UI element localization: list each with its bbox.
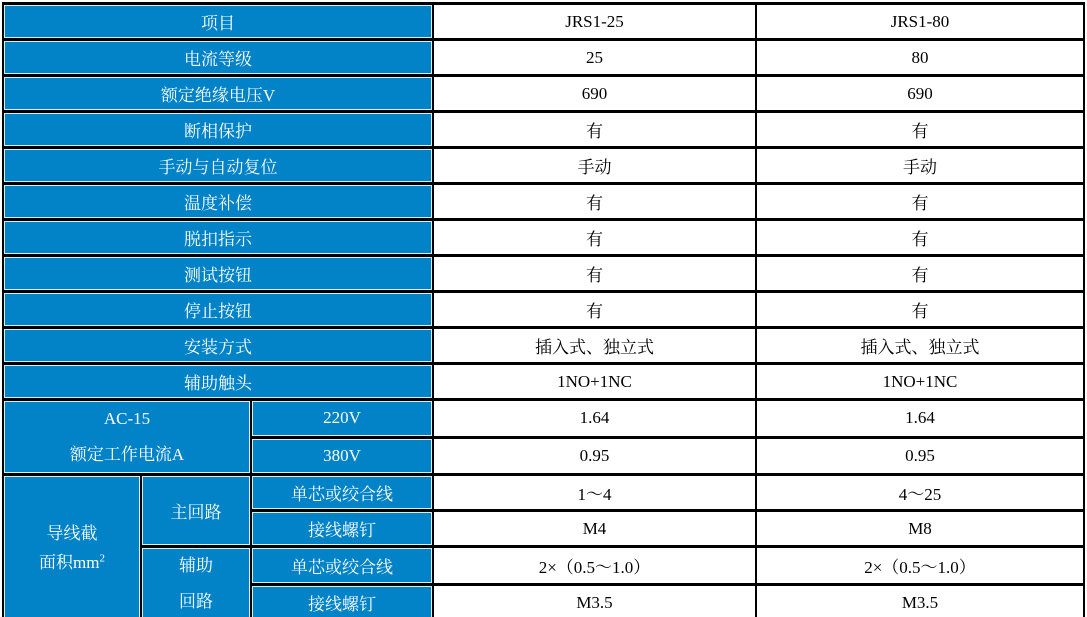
row-value: 有 [756, 292, 1084, 328]
table-row-insulation-voltage [3, 76, 1084, 112]
row-value: 插入式、独立式 [756, 328, 1084, 364]
table-row-phase-failure-protection [3, 112, 1084, 148]
table-row-header [3, 4, 1084, 40]
row-label: 脱扣指示 [3, 220, 433, 256]
row-value: M8 [756, 511, 1084, 547]
ac15-label-line1: AC-15 [103, 409, 151, 428]
row-value: 手动 [756, 148, 1084, 184]
wire-group-header [3, 475, 141, 617]
row-value: M3.5 [756, 584, 1084, 617]
row-value: 有 [756, 184, 1084, 220]
row-value: 有 [433, 220, 756, 256]
row-value: 0.95 [756, 437, 1084, 475]
table-row-reset-mode [3, 148, 1084, 184]
table-row-stop-button [3, 292, 1084, 328]
table-row-main-wire [3, 475, 1084, 511]
ac15-label-line2: 额定工作电流A [69, 445, 185, 464]
col-header-model-2: JRS1-80 [756, 4, 1084, 40]
spec-table [2, 2, 1085, 617]
wire-label-line1: 导线截 [46, 524, 98, 543]
row-value: 有 [433, 112, 756, 148]
row-label: 电流等级 [3, 40, 433, 76]
aux-label-line2: 回路 [179, 592, 213, 611]
row-value: 有 [756, 220, 1084, 256]
table-row-aux-wire [3, 547, 1084, 585]
table-row-ac15-220v [3, 400, 1084, 438]
row-value: 690 [433, 76, 756, 112]
table-row-mounting-type [3, 328, 1084, 364]
row-value: 有 [433, 256, 756, 292]
sub-row-label: 接线螺钉 [251, 584, 433, 617]
row-label: 温度补偿 [3, 184, 433, 220]
col-header-item: 项目 [3, 4, 433, 40]
sub-row-label: 380V [251, 437, 433, 475]
row-value: 1.64 [756, 400, 1084, 438]
row-label: 测试按钮 [3, 256, 433, 292]
row-label: 额定绝缘电压V [3, 76, 433, 112]
row-value: 25 [433, 40, 756, 76]
row-value: 手动 [433, 148, 756, 184]
row-label: 手动与自动复位 [3, 148, 433, 184]
row-value: 1～4 [433, 475, 756, 511]
col-header-model-1: JRS1-25 [433, 4, 756, 40]
row-value: 80 [756, 40, 1084, 76]
sub-row-label: 单芯或绞合线 [251, 475, 433, 511]
row-value: 1NO+1NC [433, 364, 756, 400]
row-value: 0.95 [433, 437, 756, 475]
sub-row-label: 220V [251, 400, 433, 438]
main-circuit-header: 主回路 [141, 475, 251, 547]
row-value: 有 [433, 292, 756, 328]
row-label: 停止按钮 [3, 292, 433, 328]
sub-row-label: 接线螺钉 [251, 511, 433, 547]
row-value: 690 [756, 76, 1084, 112]
row-value: 1NO+1NC [756, 364, 1084, 400]
superscript-2: 2 [99, 552, 105, 565]
wire-label-line2: 面积$mm^2$ [39, 552, 105, 572]
table-row-temperature-compensation [3, 184, 1084, 220]
row-label: 断相保护 [3, 112, 433, 148]
sub-row-label: 单芯或绞合线 [251, 547, 433, 585]
row-value: M4 [433, 511, 756, 547]
row-value: M3.5 [433, 584, 756, 617]
table-row-auxiliary-contacts [3, 364, 1084, 400]
table-row-trip-indicator [3, 220, 1084, 256]
row-value: 2×（0.5～1.0） [433, 547, 756, 585]
table-row-test-button [3, 256, 1084, 292]
table-row-current-class [3, 40, 1084, 76]
row-value: 插入式、独立式 [433, 328, 756, 364]
row-label: 安装方式 [3, 328, 433, 364]
ac15-group-header [3, 400, 251, 475]
row-value: 有 [433, 184, 756, 220]
row-value: 4～25 [756, 475, 1084, 511]
aux-label-line1: 辅助 [179, 556, 213, 575]
row-value: 有 [756, 112, 1084, 148]
row-value: 2×（0.5～1.0） [756, 547, 1084, 585]
aux-circuit-header [141, 547, 251, 617]
row-label: 辅助触头 [3, 364, 433, 400]
row-value: 1.64 [433, 400, 756, 438]
row-value: 有 [756, 256, 1084, 292]
